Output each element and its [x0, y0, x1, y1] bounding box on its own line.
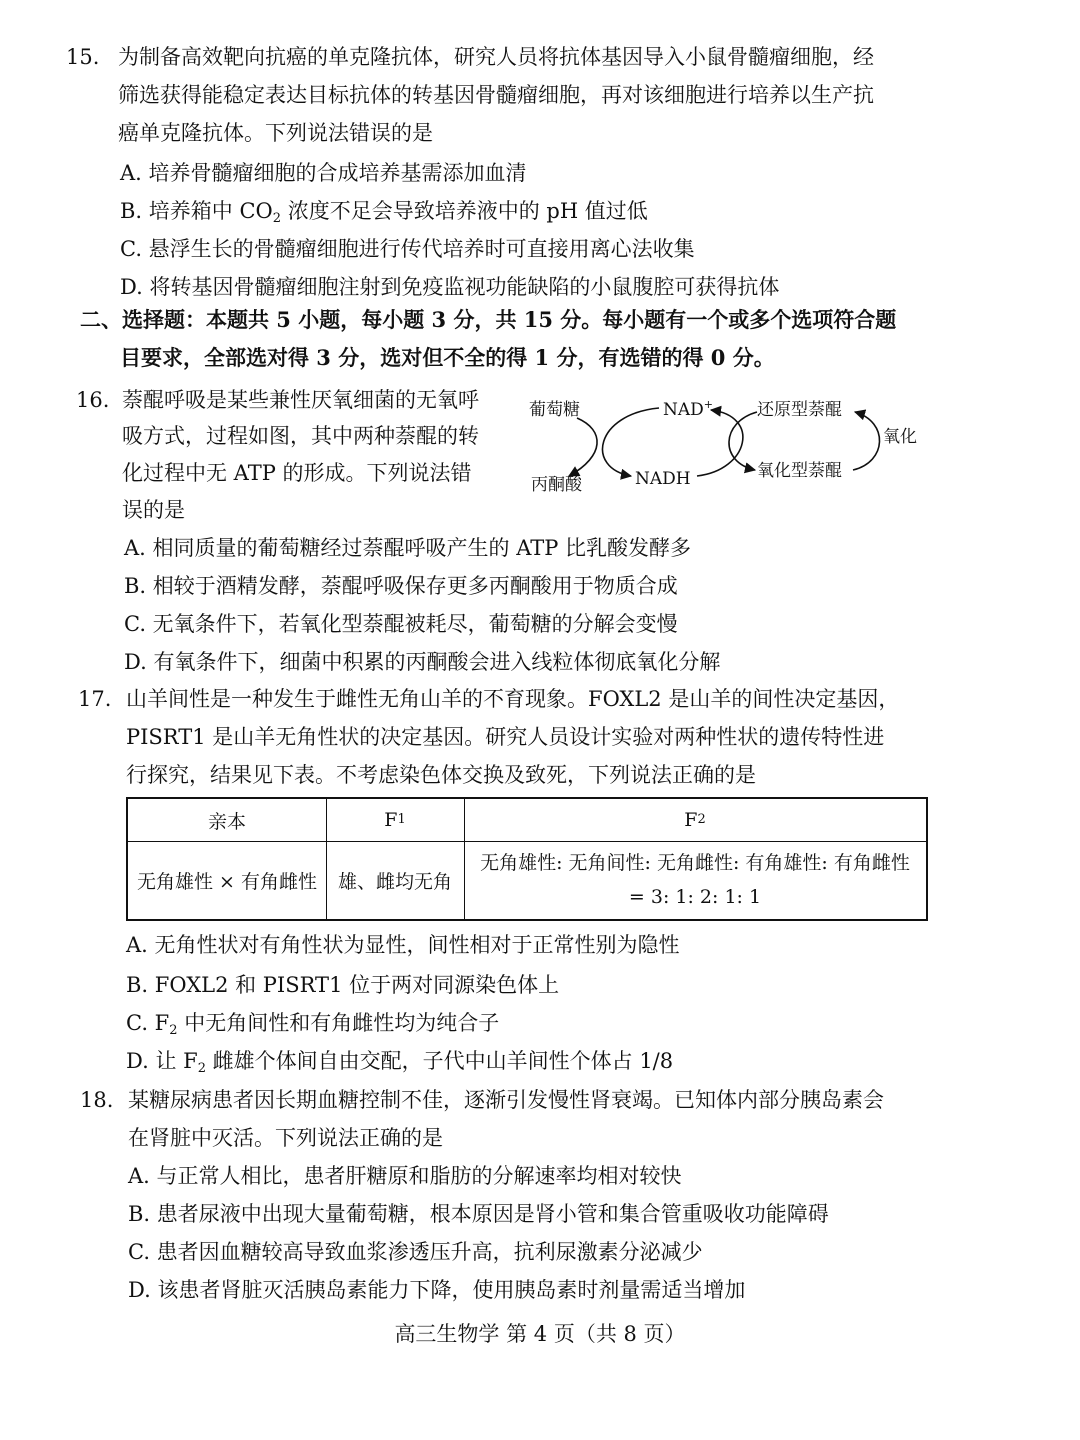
section-2-heading-line-1: 二、选择题：本题共 5 小题，每小题 3 分，共 15 分。每小题有一个或多个选项符合题 — [80, 307, 897, 332]
f2-ratio-categories: 无角雄性: 无角间性: 无角雌性: 有角雄性: 有角雌性 — [480, 852, 910, 874]
question-17-number: 17. — [78, 687, 112, 711]
question-18-option-c: C. 患者因血糖较高导致血浆渗透压升高，抗利尿激素分泌减少 — [128, 1240, 703, 1264]
f2-ratio-values: = 3: 1: 2: 1: 1 — [628, 886, 762, 908]
question-18-stem-line-2: 在肾脏中灭活。下列说法正确的是 — [128, 1126, 443, 1150]
question-15-stem-line-1: 为制备高效靶向抗癌的单克隆抗体，研究人员将抗体基因导入小鼠骨髓瘤细胞，经 — [118, 45, 874, 69]
naphthoquinone-respiration-diagram — [525, 388, 935, 498]
question-15-option-b: B. 培养箱中 $CO_2$ 浓度不足会导致培养液中的 pH 值过低 — [120, 199, 648, 226]
nad-to-nadh-arrow — [603, 408, 659, 476]
question-16-option-a: A. 相同质量的葡萄糖经过萘醌呼吸产生的 ATP 比乳酸发酵多 — [124, 536, 692, 560]
question-18-stem-line-1: 某糖尿病患者因长期血糖控制不佳，逐渐引发慢性肾衰竭。已知体内部分胰岛素会 — [128, 1088, 884, 1112]
question-17-stem-line-2: PISRT1 是山羊无角性状的决定基因。研究人员设计实验对两种性状的遗传特性进 — [126, 725, 885, 749]
question-15-option-a: A. 培养骨髓瘤细胞的合成培养基需添加血清 — [120, 161, 527, 185]
nad-plus-label: NAD+ — [663, 398, 714, 420]
question-15-stem-line-3: 癌单克隆抗体。下列说法错误的是 — [118, 121, 433, 145]
nadh-to-nad-arrow — [697, 410, 743, 476]
question-16-option-b: B. 相较于酒精发酵，萘醌呼吸保存更多丙酮酸用于物质合成 — [124, 574, 678, 598]
nadh-label: NADH — [635, 469, 691, 489]
question-18-option-d: D. 该患者肾脏灭活胰岛素能力下降，使用胰岛素时剂量需适当增加 — [128, 1278, 746, 1302]
reduced-naphthoquinone-label: 还原型萘醌 — [757, 400, 842, 420]
question-16-number: 16. — [76, 388, 110, 412]
oxidation-label: 氧化 — [883, 427, 917, 447]
oxidized-naphthoquinone-label: 氧化型萘醌 — [757, 461, 842, 481]
question-16-stem-line-4: 误的是 — [122, 498, 185, 522]
table-cell-f2 — [464, 841, 926, 919]
question-17-option-a: A. 无角性状对有角性状为显性，间性相对于正常性别为隐性 — [126, 933, 680, 957]
table-header-f1: F 1 — [384, 809, 406, 831]
question-15-option-d: D. 将转基因骨髓瘤细胞注射到免疫监视功能缺陷的小鼠腹腔可获得抗体 — [120, 275, 780, 299]
question-16-stem-line-2: 吸方式，过程如图，其中两种萘醌的转 — [122, 424, 479, 448]
table-cell-f1: 雄、雌均无角 — [337, 870, 452, 893]
question-17-stem-line-3: 行探究，结果见下表。不考虑染色体交换及致死，下列说法正确的是 — [126, 763, 756, 787]
section-2-heading-line-2: 目要求，全部选对得 3 分，选对但不全的得 1 分，有选错的得 0 分。 — [120, 345, 775, 370]
question-17-option-b: B. FOXL2 和 PISRT1 位于两对同源染色体上 — [126, 973, 560, 997]
pyruvate-label: 丙酮酸 — [531, 475, 582, 495]
question-18-option-a: A. 与正常人相比，患者肝糖原和脂肪的分解速率均相对较快 — [128, 1164, 682, 1188]
inheritance-table — [126, 797, 928, 921]
question-16-stem-line-1: 萘醌呼吸是某些兼性厌氧细菌的无氧呼 — [122, 388, 479, 412]
question-16-option-d: D. 有氧条件下，细菌中积累的丙酮酸会进入线粒体彻底氧化分解 — [124, 650, 721, 674]
question-18-number: 18. — [80, 1088, 114, 1112]
question-17-option-d: D. 让 $F_2$ 雌雄个体间自由交配，子代中山羊间性个体占 1/8 — [126, 1049, 674, 1076]
glucose-to-pyruvate-arrow — [569, 418, 597, 476]
page-footer: 高三生物学 第 4 页（共 8 页） — [394, 1322, 686, 1346]
question-18-option-b: B. 患者尿液中出现大量葡萄糖，根本原因是肾小管和集合管重吸收功能障碍 — [128, 1202, 829, 1226]
oxidized-to-reduced-arrow — [853, 412, 880, 470]
question-15-number: 15. — [66, 45, 100, 69]
glucose-label: 葡萄糖 — [529, 400, 580, 420]
question-15-option-c: C. 悬浮生长的骨髓瘤细胞进行传代培养时可直接用离心法收集 — [120, 237, 695, 261]
question-15-stem-line-2: 筛选获得能稳定表达目标抗体的转基因骨髓瘤细胞，再对该细胞进行培养以生产抗 — [118, 83, 874, 107]
question-16-stem-line-3: 化过程中无 ATP 的形成。下列说法错 — [122, 461, 472, 485]
question-16-option-c: C. 无氧条件下，若氧化型萘醌被耗尽，葡萄糖的分解会变慢 — [124, 612, 678, 636]
question-17-option-c: C. $F_2$ 中无角间性和有角雌性均为纯合子 — [126, 1011, 500, 1038]
table-header-parent: 亲本 — [207, 810, 246, 833]
table-cell-parent: 无角雄性 × 有角雌性 — [137, 870, 317, 893]
question-17-stem-line-1: 山羊间性是一种发生于雌性无角山羊的不育现象。FOXL2 是山羊的间性决定基因， — [126, 687, 900, 711]
table-header-f2: F 2 — [684, 809, 706, 831]
